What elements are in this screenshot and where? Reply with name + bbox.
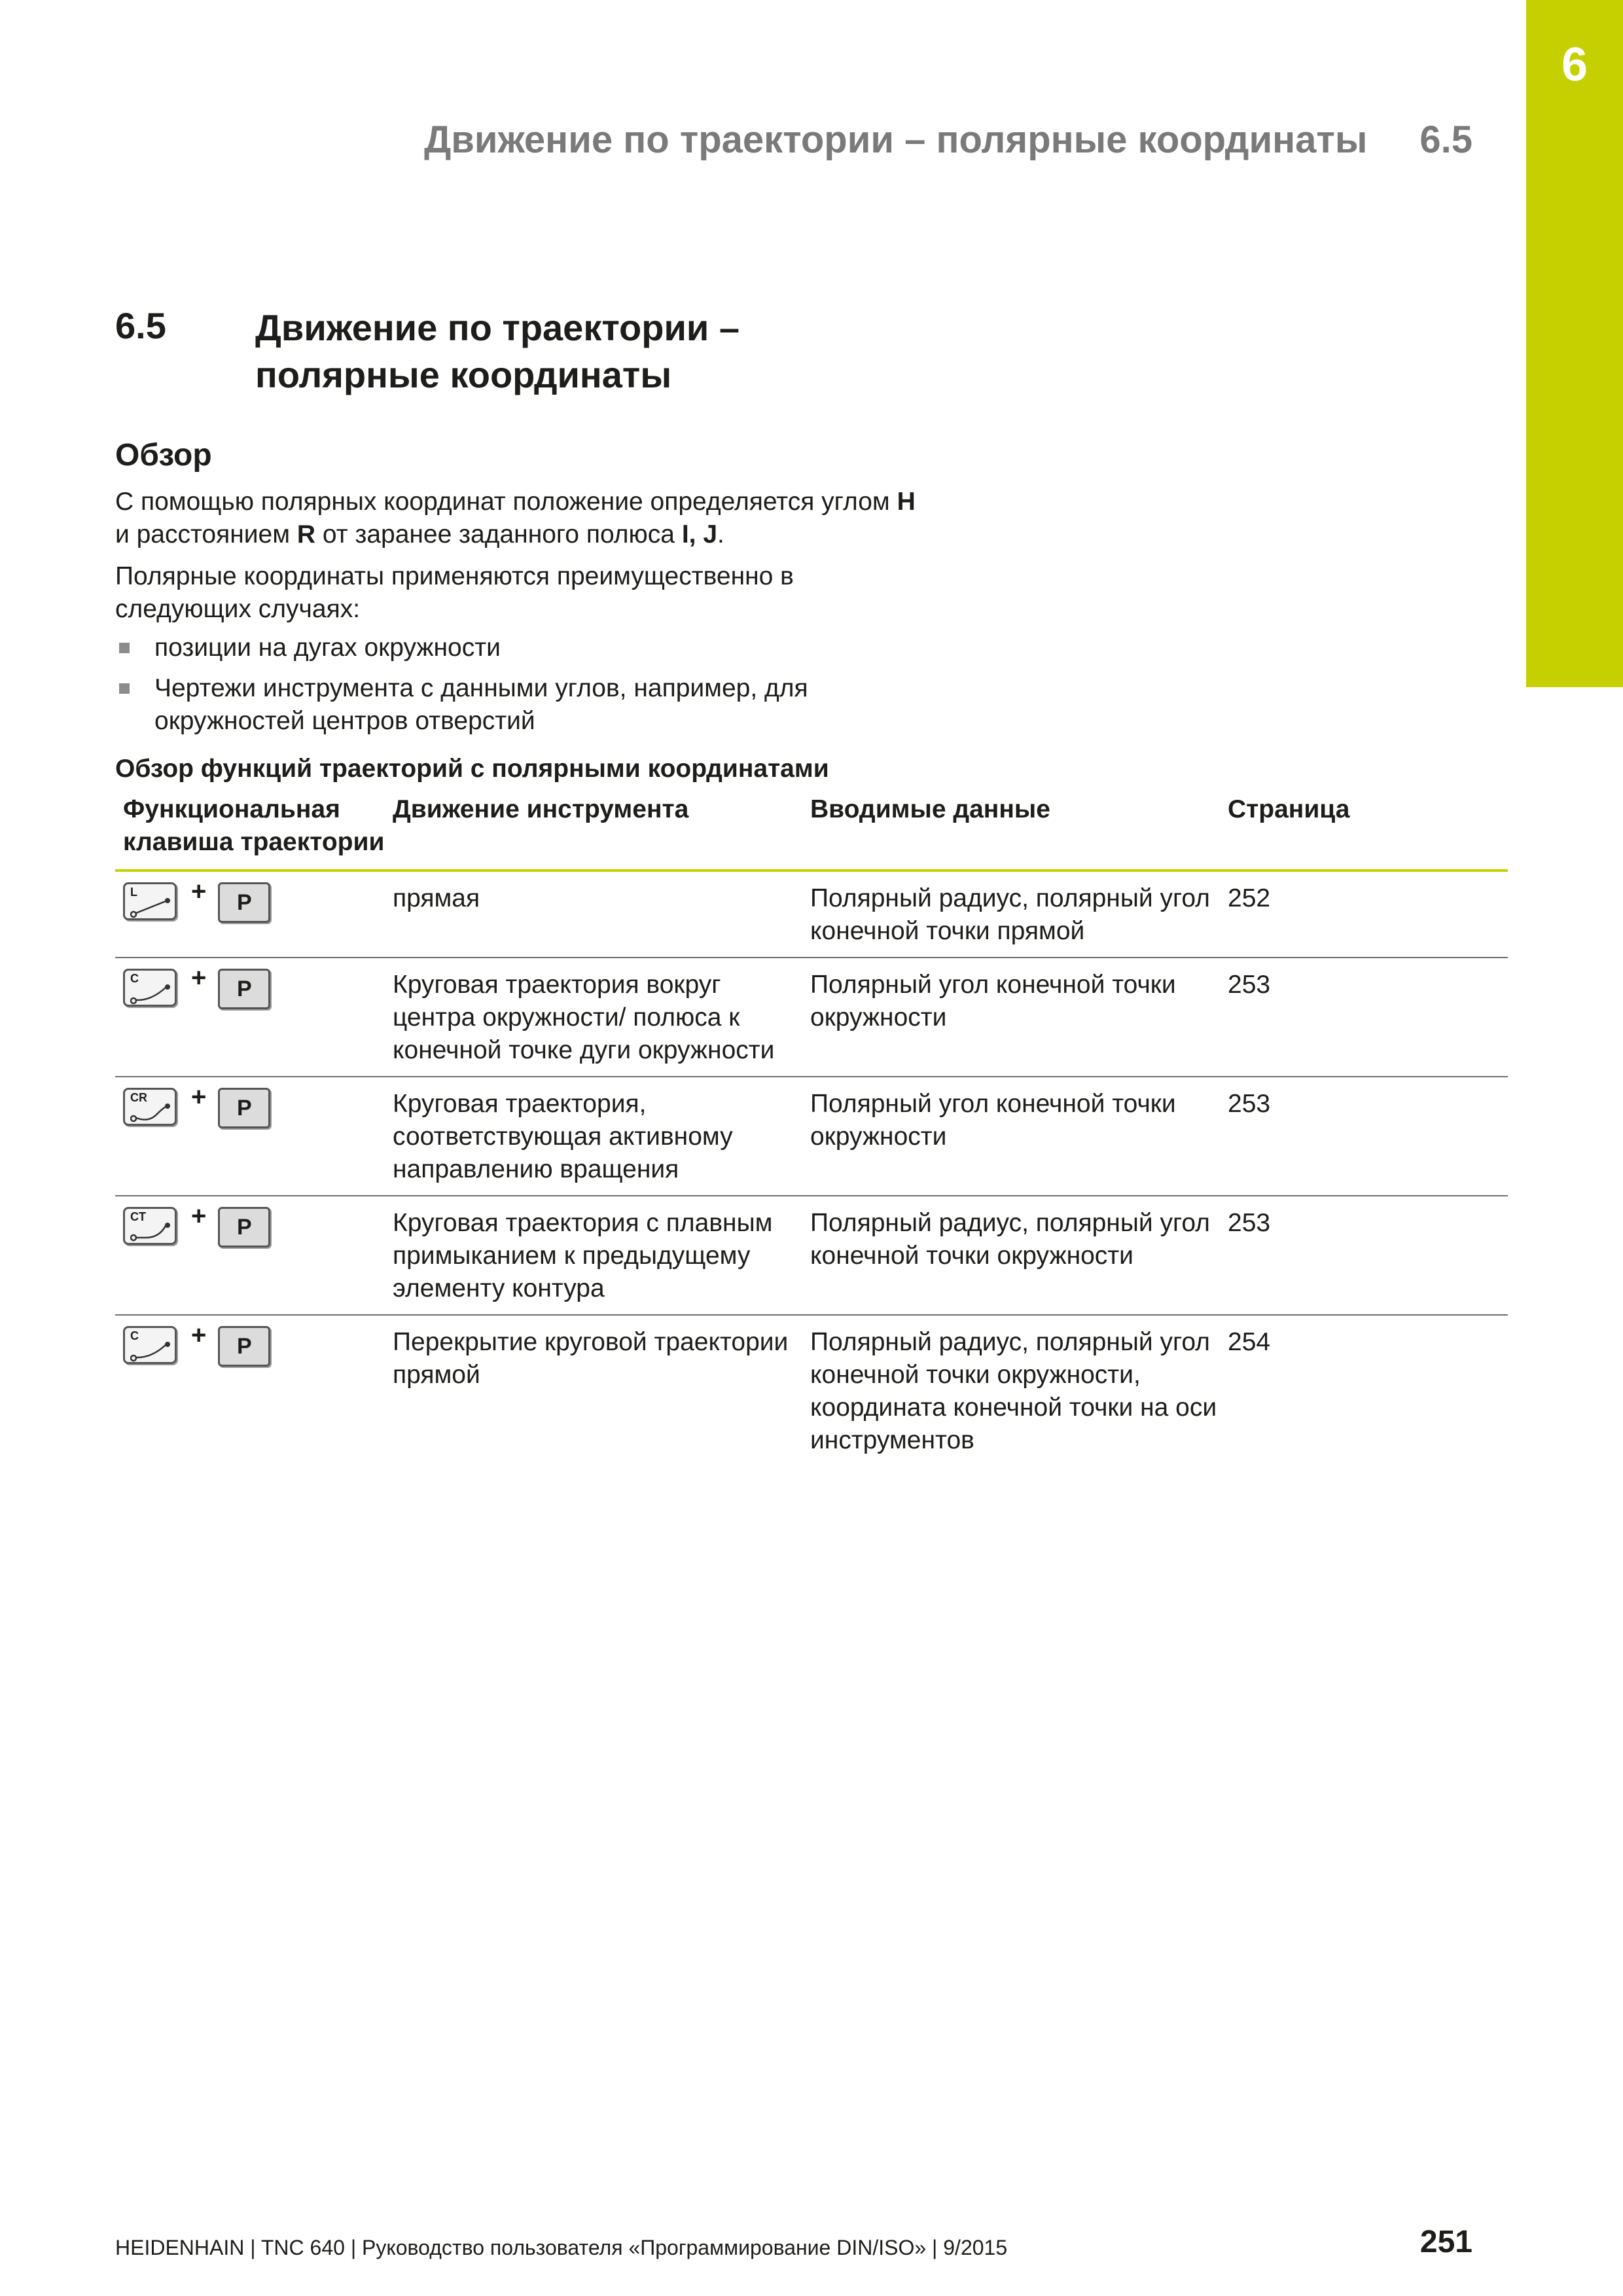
header-input-data: Вводимые данные: [810, 795, 1050, 823]
cell-motion: Круговая траектория вокруг центра окружности/ полюса к конечной точке дуги окружности: [393, 971, 775, 1064]
header-tool-motion: Движение инструмента: [393, 795, 689, 823]
cell-motion: прямая: [393, 884, 480, 912]
polar-p-key[interactable]: P: [218, 1088, 270, 1128]
radius-symbol: R: [296, 520, 316, 548]
plus-sign: +: [191, 1202, 207, 1230]
header-page: Страница: [1228, 795, 1350, 823]
cell-input: Полярный радиус, полярный угол конечной точки окружности: [810, 1209, 1210, 1270]
pole-symbol: I, J: [681, 520, 718, 548]
key-combination: [115, 877, 393, 948]
cell-input: Полярный радиус, полярный угол конечной точки окружности, координата конечной точки на оси инструментов: [810, 1328, 1217, 1454]
line-path-key[interactable]: [123, 882, 177, 920]
paragraph-1: [115, 486, 927, 551]
page-number: 251: [1419, 2225, 1472, 2259]
key-label: L: [130, 886, 137, 899]
bullet-text: позиции на дугах окружности: [154, 634, 501, 662]
running-head-number: 6.5: [1419, 118, 1472, 161]
polar-p-key[interactable]: P: [218, 882, 270, 923]
running-head: [424, 118, 1472, 162]
polar-p-key[interactable]: P: [218, 1326, 270, 1367]
cell-page: 253: [1228, 1209, 1271, 1237]
plus-sign: +: [191, 877, 207, 906]
angle-symbol: H: [897, 488, 916, 516]
cell-page: 253: [1228, 1090, 1271, 1118]
circle-radius-path-key[interactable]: [123, 1088, 177, 1126]
table-row: [115, 872, 1508, 958]
cell-motion: Круговая траектория с плавным примыканием к предыдущему элементу контура: [393, 1209, 773, 1302]
paragraph-1-suffix: от заранее заданного полюса: [315, 520, 682, 548]
key-combination: [115, 1083, 393, 1186]
table-row: [115, 1316, 1508, 1466]
key-label: C: [130, 1329, 139, 1342]
plus-sign: +: [191, 1321, 207, 1350]
circle-path-key[interactable]: [123, 1326, 177, 1364]
section-title: [255, 304, 910, 399]
paragraph-2: Полярные координаты применяются преимущественно в следующих случаях:: [115, 562, 794, 623]
section-title-line1: Движение по траектории –: [255, 307, 740, 348]
square-bullet-icon: [119, 683, 130, 694]
cell-page: 254: [1228, 1328, 1271, 1356]
cell-input: Полярный угол конечной точки окружности: [810, 971, 1176, 1031]
bullet-text: Чертежи инструмента с данными углов, например, для окружностей центров отверстий: [154, 674, 808, 735]
table-row: [115, 958, 1508, 1077]
cell-motion: Круговая траектория, соответствующая активному направлению вращения: [393, 1090, 733, 1183]
paragraph-1-prefix: С помощью полярных координат положение определяется углом: [115, 488, 897, 516]
subsection-title: Обзор: [115, 438, 212, 473]
footer-text: HEIDENHAIN | TNC 640 | Руководство пользователя «Программирование DIN/ISO» | 9/2015: [115, 2236, 1008, 2259]
chapter-number: 6: [1561, 39, 1588, 91]
key-label: C: [130, 972, 139, 985]
table-caption: Обзор функций траекторий с полярными координатами: [115, 755, 829, 783]
line-path-icon: [130, 895, 172, 918]
header-function-key: Функциональная клавиша траектории: [123, 795, 385, 856]
section-title-line2: полярные координаты: [255, 354, 672, 395]
table-row: [115, 1077, 1508, 1196]
paragraph-1-end: .: [717, 520, 724, 548]
key-combination: [115, 963, 393, 1067]
key-label: CT: [130, 1210, 146, 1223]
cell-page: 252: [1228, 884, 1271, 912]
plus-sign: +: [191, 1083, 207, 1111]
circle-path-icon: [130, 1338, 172, 1362]
circle-path-key[interactable]: [123, 969, 177, 1007]
section-number: 6.5: [115, 305, 166, 346]
path-functions-table: [115, 793, 1508, 1466]
polar-p-key[interactable]: P: [218, 969, 270, 1009]
bullet-list: [115, 632, 927, 745]
table-row: [115, 1196, 1508, 1316]
cell-input: Полярный угол конечной точки окружности: [810, 1090, 1176, 1151]
table-header: [115, 793, 1508, 872]
list-item: [115, 632, 927, 664]
polar-p-key[interactable]: P: [218, 1207, 270, 1247]
key-combination: [115, 1202, 393, 1305]
cell-motion: Перекрытие круговой траектории прямой: [393, 1328, 789, 1389]
cell-page: 253: [1228, 971, 1271, 999]
chapter-tab: [1526, 0, 1623, 687]
circle-tangent-path-key[interactable]: [123, 1207, 177, 1245]
key-combination: [115, 1321, 393, 1457]
plus-sign: +: [191, 963, 207, 992]
circle-path-icon: [130, 981, 172, 1005]
circle-radius-path-icon: [130, 1100, 172, 1124]
list-item: [115, 672, 927, 738]
circle-tangent-path-icon: [130, 1219, 172, 1243]
paragraph-1-middle: и расстоянием: [115, 520, 297, 548]
running-head-title: Движение по траектории – полярные координаты: [423, 118, 1368, 161]
square-bullet-icon: [119, 643, 130, 653]
cell-input: Полярный радиус, полярный угол конечной точки прямой: [810, 884, 1210, 945]
key-label: CR: [130, 1091, 147, 1104]
